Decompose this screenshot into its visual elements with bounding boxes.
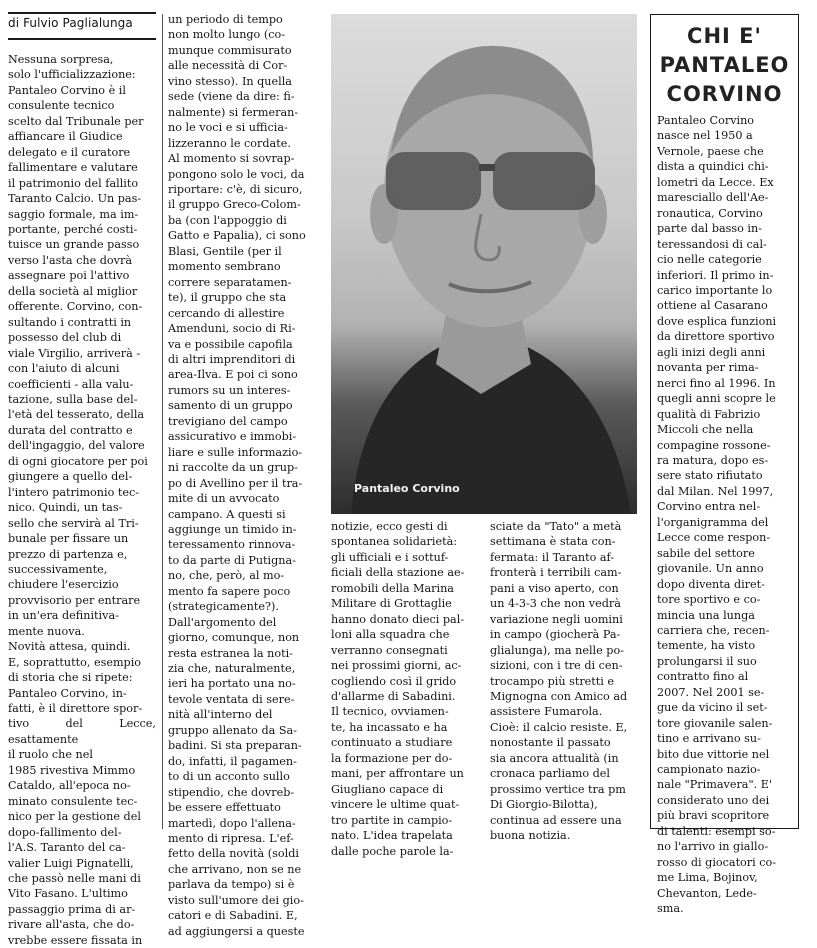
sidebar-title: CHI E' PANTALEO CORVINO	[659, 24, 790, 106]
byline: di Fulvio Paglialunga	[8, 16, 133, 30]
byline-top-rule	[8, 12, 156, 14]
portrait-illustration	[331, 14, 637, 514]
byline-bottom-rule	[8, 38, 156, 40]
article-column-1: Nessuna sorpresa, solo l'ufficializzazione: Pantaleo Corvino è il consulente tecnico scelto dal Tribunale per affiancare il Giudice delegato e il curatore fallimentare e valutare il patrimonio del fallito Taranto Calcio. Un pas- saggio formale, ma im- portante, perché costi- tuisce un grande passo verso l'asta che dovrà assegnare poi l'attivo della società al miglior offerente. Corvino, con- sultando i contratti in possesso del club di viale Virgilio, arriverà - con l'aiuto di alcuni coefficienti - alla valu- tazione, sulla base del- l'età del tesserato, della durata del contratto e dell'ingaggio, del valore di ogni giocatore per poi giungere a quello del- l'intero patrimonio tec- nico. Quindi, un tas- sello che servirà al Tri- bunale per fissare un prezzo di partenza e, successivamente, chiudere l'esercizio provvisorio per entrare in un'era definitiva- mente nuova. Novità attesa, quindi. E, soprattutto, esempio di storia che si ripete: Pantaleo Corvino, in- fatti, è il direttore spor- tivo del Lecce, esattamente il ruolo che nel 1985 rivestiva Mimmo Cataldo, all'epoca no- minato consulente tec- nico per la gestione del dopo-fallimento del- l'A.S. Taranto del ca- valier Luigi Pignatelli, che passò nelle mani di Vito Fasano. L'ultimo passaggio prima di ar- rivare all'asta, che do- vrebbe essere fissata in	[8, 53, 156, 947]
column-divider	[162, 14, 163, 829]
photo-caption: Pantaleo Corvino	[354, 482, 460, 495]
sidebar-body: Pantaleo Corvino nasce nel 1950 a Vernole, paese che dista a quindici chi- lometri da Lecce. Ex maresciallo dell'Ae- ronautica, Corvino parte dal basso in- teressandosi di cal- cio nelle categorie inferiori. Il primo in- carico importante lo ottiene al Casarano dove esplica funzioni da direttore sportivo agli inizi degli anni novanta per rima- nerci fino al 1996. In quegli anni scopre le qualità di Fabrizio Miccoli che nella compagine rossone- ra matura, dopo es- sere stato rifiutato dal Milan. Nel 1997, Corvino entra nel- l'organigramma del Lecce come respon- sabile del settore giovanile. Un anno dopo diventa diret- tore sportivo e co- mincia una lunga carriera che, recen- temente, ha visto prolungarsi il suo contratto fino al 2007. Nel 2001 se- gue da vicino il set- tore giovanile salen- tino e arrivano su- bito due vittorie nel campionato nazio- nale "Primavera". E' considerato uno dei più bravi scopritore di talenti: esempi so- no l'arrivo in giallo- rosso di giocatori co- me Lima, Bojinov, Chevanton, Lede- sma.	[657, 114, 777, 916]
portrait-photo	[331, 14, 637, 514]
article-column-2: un periodo di tempo non molto lungo (co- munque commisurato alle necessità di Cor- vino stesso). In quella sede (viene da dire: fi- nalmente) si fermeran- no le voci e si ufficia- lizzeranno le cordate. Al momento si sovrap- pongono solo le voci, da riportare: c'è, di sicuro, il gruppo Greco-Colom- ba (con l'appoggio di Gatto e Papalia), ci sono Blasi, Gentile (per il momento sembrano correre separatamen- te), il gruppo che sta cercando di allestire Amenduni, socio di Ri- va e possibile capofila di altri imprenditori di area-Ilva. E poi ci sono rumors su un interes- samento di un gruppo trevigiano del campo assicurativo e immobi- liare e sulle informazio- ni raccolte da un grup- po di Avellino per il tra- mite di un avvocato campano. A questi si aggiunge un timido in- teressamento rinnova- to da parte di Putigna- no, che, però, al mo- mento fa sapere poco (strategicamente?). Dall'argomento del giorno, comunque, non resta estranea la noti- zia che, naturalmente, ieri ha portato una no- tevole ventata di sere- nità all'interno del gruppo allenato da Sa- badini. Si sta preparan- do, infatti, il pagamen- to di un acconto sullo stipendio, che dovreb- be essere effettuato martedì, dopo l'allena- mento di ripresa. L'ef- fetto della novità (soldi che arrivano, non se ne parlava da tempo) si è visto sull'umore dei gio- catori e di Sabadini. E, ad aggiungersi a queste	[168, 13, 306, 938]
article-column-3: notizie, ecco gesti di spontanea solidarietà: gli ufficiali e i sottuf- ficiali della stazione ae- romobili della Marina Militare di Grottaglie hanno donato dieci pal- loni alla squadra che verranno consegnati nei prossimi giorni, ac- cogliendo così il grido d'allarme di Sabadini. Il tecnico, ovviamen- te, ha incassato e ha continuato a studiare la formazione per do- mani, per affrontare un Giugliano capace di vincere le ultime quat- tro partite in campio- nato. L'idea trapelata dalle poche parole la-	[331, 520, 465, 858]
article-column-4: sciate da "Tato" a metà settimana è stata con- fermata: il Taranto af- fronterà i terribili cam- pani a viso aperto, con un 4-3-3 che non vedrà variazione negli uomini in campo (giocherà Pa- glialunga), ma nelle po- sizioni, con i tre di cen- trocampo più stretti e Mignogna con Amico ad assistere Fumarola. Cioè: il calcio resiste. E, nonostante il passato sia ancora attualità (in cronaca parliamo del prossimo vertice tra pm Di Giorgio-Bilotta), continua ad essere una buona notizia.	[490, 520, 628, 843]
